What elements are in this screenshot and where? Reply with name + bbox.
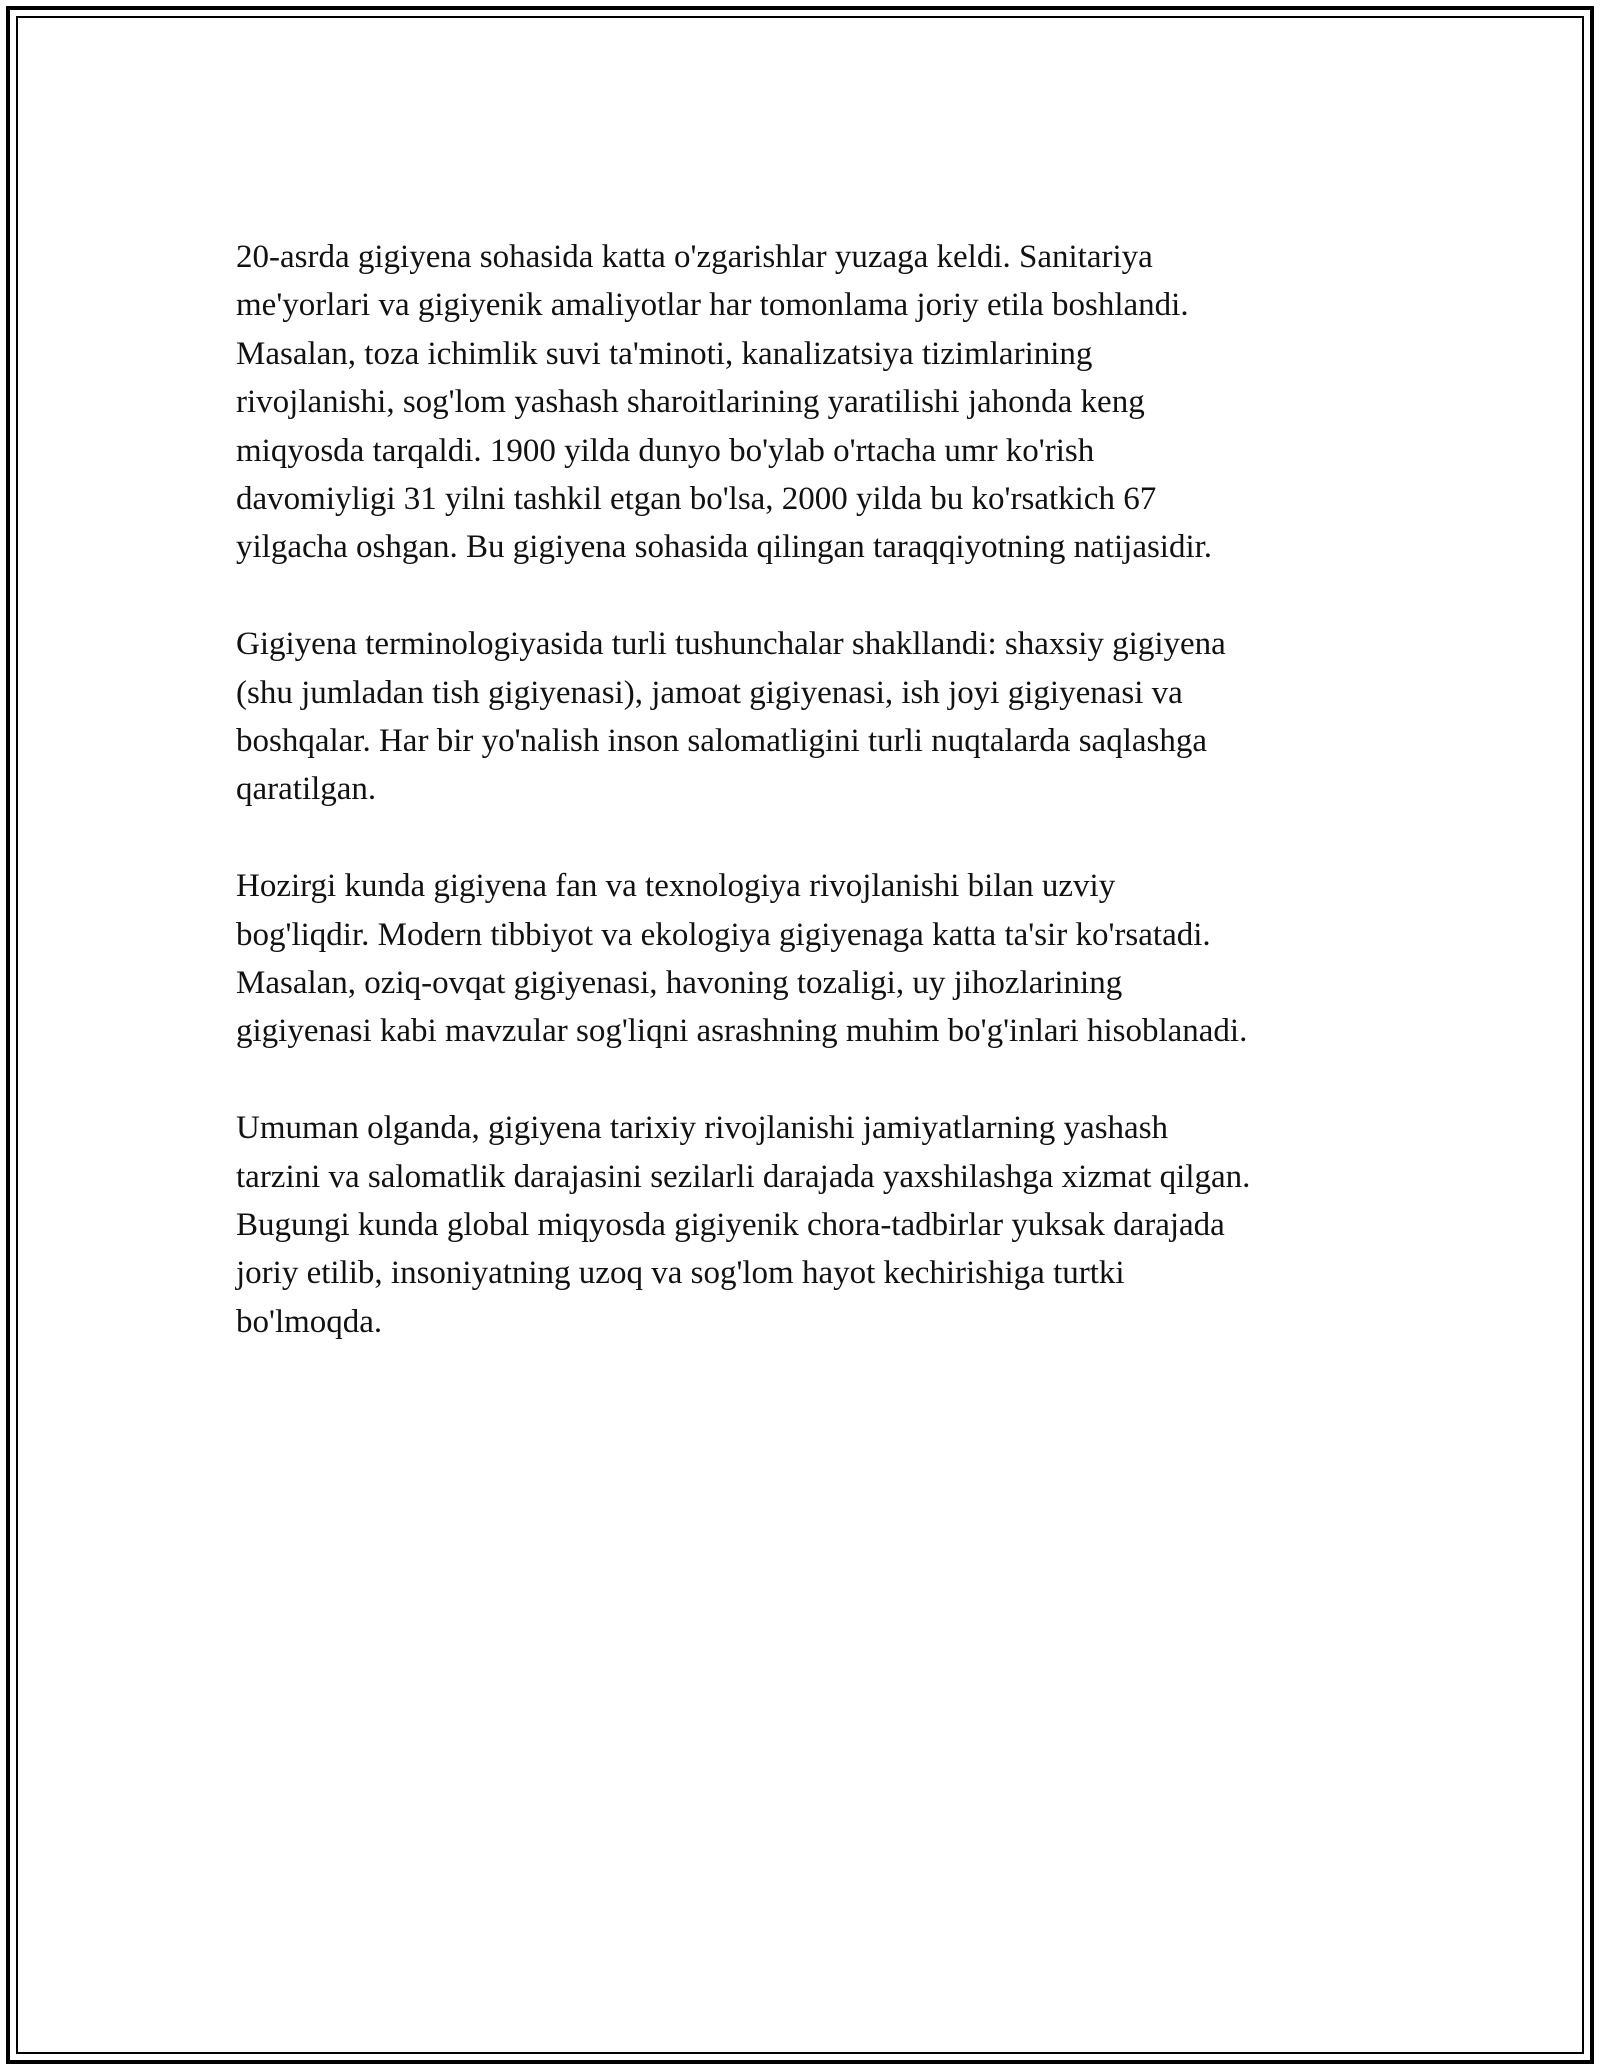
paragraph-line: (shu jumladan tish gigiyenasi), jamoat gigiyenasi, ish joyi gigiyenasi va bbox=[236, 674, 1183, 711]
paragraph-line: qaratilgan. bbox=[236, 771, 377, 808]
paragraph-line: 20-asrda gigiyena sohasida katta o'zgarishlar yuzaga keldi. Sanitariya bbox=[236, 239, 1153, 275]
paragraph-line: me'yorlari va gigiyenik amaliyotlar har tomonlama joriy etila boshlandi. bbox=[236, 287, 1189, 324]
paragraph-line: Bugungi kunda global miqyosda gigiyenik chora-tadbirlar yuksak darajada bbox=[236, 1207, 1225, 1244]
paragraph-1 bbox=[236, 233, 1396, 572]
paragraph-line: davomiyligi 31 yilni tashkil etgan bo'lsa, 2000 yilda bu ko'rsatkich 67 bbox=[236, 481, 1157, 518]
paragraph-line: joriy etilib, insoniyatning uzoq va sog'lom hayot kechirishiga turtki bbox=[236, 1255, 1125, 1292]
paragraph-3 bbox=[236, 862, 1396, 1056]
paragraph-line: Masalan, toza ichimlik suvi ta'minoti, kanalizatsiya tizimlarining bbox=[236, 335, 1093, 372]
document-body bbox=[236, 233, 1396, 1395]
paragraph-line: bo'lmoqda. bbox=[236, 1303, 383, 1340]
paragraph-4 bbox=[236, 1104, 1396, 1346]
paragraph-line: gigiyenasi kabi mavzular sog'liqni asrashning muhim bo'g'inlari hisoblanadi. bbox=[236, 1013, 1248, 1050]
paragraph-line: rivojlanishi, sog'lom yashash sharoitlarining yaratilishi jahonda keng bbox=[236, 384, 1145, 421]
paragraph-line: Gigiyena terminologiyasida turli tushunchalar shakllandi: shaxsiy gigiyena bbox=[236, 626, 1226, 663]
paragraph-line: Umuman olganda, gigiyena tarixiy rivojlanishi jamiyatlarning yashash bbox=[236, 1110, 1169, 1147]
paragraph-2 bbox=[236, 620, 1396, 814]
paragraph-line: Masalan, oziq-ovqat gigiyenasi, havoning tozaligi, uy jihozlarining bbox=[236, 965, 1123, 1002]
paragraph-line: Hozirgi kunda gigiyena fan va texnologiya rivojlanishi bilan uzviy bbox=[236, 868, 1116, 905]
paragraph-line: miqyosda tarqaldi. 1900 yilda dunyo bo'ylab o'rtacha umr ko'rish bbox=[236, 432, 1095, 469]
paragraph-line: bog'liqdir. Modern tibbiyot va ekologiya gigiyenaga katta ta'sir ko'rsatadi. bbox=[236, 916, 1211, 953]
paragraph-line: boshqalar. Har bir yo'nalish inson salomatligini turli nuqtalarda saqlashga bbox=[236, 723, 1208, 760]
paragraph-line: yilgacha oshgan. Bu gigiyena sohasida qilingan taraqqiyotning natijasidir. bbox=[236, 529, 1213, 566]
paragraph-line: tarzini va salomatlik darajasini sezilarli darajada yaxshilashga xizmat qilgan. bbox=[236, 1158, 1251, 1195]
